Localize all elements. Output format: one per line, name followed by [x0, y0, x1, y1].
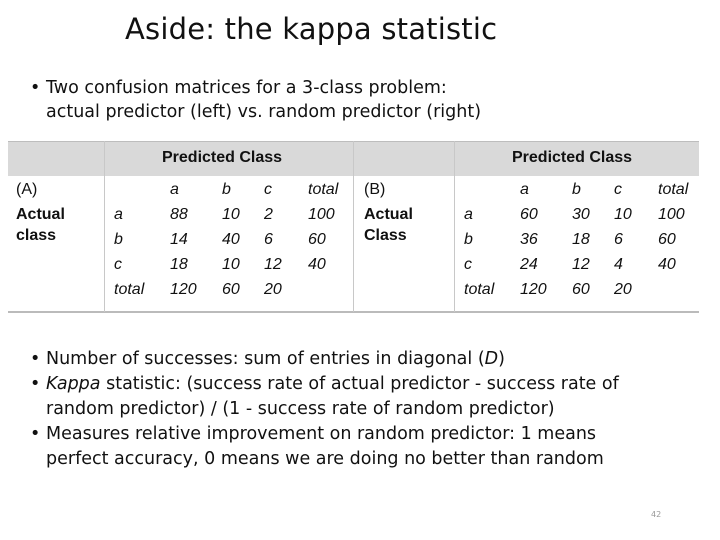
left-cell: 40 [222, 231, 240, 248]
left-cell: 88 [170, 206, 188, 223]
left-row-label: b [114, 231, 123, 248]
right-col-header: total [658, 181, 689, 198]
divider [454, 141, 455, 312]
right-header: Predicted Class [512, 149, 633, 166]
right-row-title-1: Actual [364, 206, 413, 223]
left-cell: 18 [170, 256, 188, 273]
bullet-text: Number of successes: sum of entries in diagonal ( [46, 349, 485, 369]
bottom-bullet-list [30, 347, 700, 472]
right-cell: 60 [572, 281, 590, 298]
intro-bullet [30, 76, 690, 124]
right-cell: 36 [520, 231, 538, 248]
left-col-header: a [170, 181, 179, 198]
left-row-title-1: Actual [16, 206, 65, 223]
left-row-label: c [114, 256, 122, 273]
right-cell: 12 [572, 256, 590, 273]
right-row-title-2: Class [364, 227, 407, 244]
right-cell: 60 [520, 206, 538, 223]
left-cell: 60 [308, 231, 326, 248]
left-cell: 60 [222, 281, 240, 298]
right-cell: 20 [614, 281, 632, 298]
right-cell: 40 [658, 256, 676, 273]
left-row-label: total [114, 281, 145, 298]
bullet-continuation: perfect accuracy, 0 means we are doing no better than random [46, 449, 604, 469]
divider [104, 141, 105, 312]
bullet-successes [30, 347, 700, 372]
bullet-emphasis: D [484, 349, 499, 369]
right-row-label: a [464, 206, 473, 223]
bullet-text: ) [498, 349, 505, 369]
right-cell: 6 [614, 231, 623, 248]
right-cell: 30 [572, 206, 590, 223]
right-cell: 18 [572, 231, 590, 248]
right-cell: 4 [614, 256, 623, 273]
left-cell: 6 [264, 231, 273, 248]
bullet-text: Measures relative improvement on random predictor: 1 means [46, 424, 597, 444]
left-col-header: b [222, 181, 231, 198]
left-matrix-id: (A) [16, 181, 38, 198]
right-cell: 100 [658, 206, 685, 223]
intro-line-2: actual predictor (left) vs. random predictor (right) [46, 102, 482, 122]
right-cell: 60 [658, 231, 676, 248]
left-col-header: total [308, 181, 339, 198]
slide-title: Aside: the kappa statistic [125, 12, 498, 46]
right-col-header: a [520, 181, 529, 198]
right-col-header: c [614, 181, 622, 198]
right-row-label: c [464, 256, 472, 273]
right-matrix-id: (B) [364, 181, 386, 198]
left-cell: 120 [170, 281, 197, 298]
right-cell: 24 [520, 256, 538, 273]
left-col-header: c [264, 181, 272, 198]
right-row-label: total [464, 281, 495, 298]
divider [353, 141, 354, 312]
bullet-kappa [30, 372, 700, 422]
intro-line-1: Two confusion matrices for a 3-class problem: [46, 78, 447, 98]
bullet-emphasis: Kappa [46, 374, 101, 394]
left-cell: 40 [308, 256, 326, 273]
bullet-marker: • [30, 349, 41, 369]
right-cell: 10 [614, 206, 632, 223]
right-cell: 120 [520, 281, 547, 298]
left-cell: 10 [222, 206, 240, 223]
left-cell: 12 [264, 256, 282, 273]
bullet-continuation: random predictor) / (1 - success rate of random predictor) [46, 399, 555, 419]
left-cell: 10 [222, 256, 240, 273]
right-row-label: b [464, 231, 473, 248]
right-col-header: b [572, 181, 581, 198]
bullet-text: statistic: (success rate of actual predictor - success rate of [100, 374, 619, 394]
page-number: 42 [651, 510, 662, 519]
left-header: Predicted Class [162, 149, 283, 166]
left-row-label: a [114, 206, 123, 223]
bullet-marker: • [30, 424, 41, 444]
left-cell: 100 [308, 206, 335, 223]
confusion-matrices-table [8, 141, 699, 312]
left-cell: 2 [264, 206, 273, 223]
bullet-marker: • [30, 78, 41, 98]
left-cell: 14 [170, 231, 188, 248]
left-cell: 20 [264, 281, 282, 298]
left-row-title-2: class [16, 227, 57, 244]
bullet-marker: • [30, 374, 41, 394]
bullet-measures [30, 422, 700, 472]
